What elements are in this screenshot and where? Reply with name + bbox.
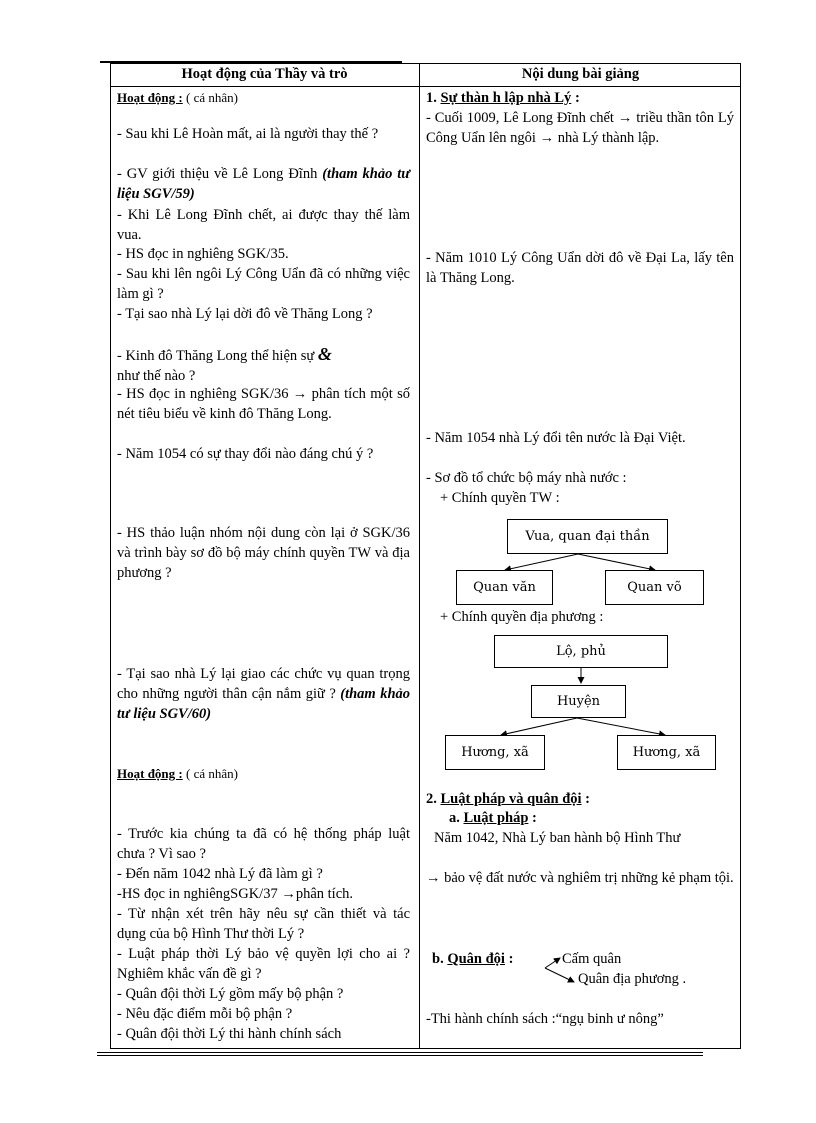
army-quan-dia-phuong: Quân địa phương . [578, 971, 687, 987]
paragraph-3: - Năm 1054 nhà Lý đổi tên nước là Đại Việt. [426, 430, 686, 446]
box-quan-van: Quan văn [456, 570, 553, 605]
header-right: Nội dung bài giảng [521, 66, 640, 82]
question-18: - Nêu đặc điểm mỗi bộ phận ? [117, 1006, 293, 1022]
box-huong-xa-2: Hương, xã [617, 735, 716, 770]
box-lo-phu: Lộ, phủ [494, 635, 668, 668]
question-11: - Tại sao nhà Lý lại giao các chức vụ quan trọng cho những người thân cận nắm giữ ? (tham khảo tư liệu SGV/60) [117, 666, 411, 722]
question-13: - Đến năm 1042 nhà Lý đã làm gì ? [117, 866, 323, 882]
paragraph-1: - Cuối 1009, Lê Long Đĩnh chết → triều thần tôn Lý Công Uẩn lên ngôi → nhà Lý thành lập. [426, 110, 734, 146]
question-19: - Quân đội thời Lý thi hành chính sách [117, 1026, 342, 1042]
question-1: - Sau khi Lê Hoàn mất, ai là người thay thế ? [117, 126, 379, 142]
box-huyen: Huyện [531, 685, 626, 718]
paragraph-5: + Chính quyền TW : [440, 490, 560, 506]
paragraph-8: → bảo vệ đất nước và nghiêm trị những kẻ phạm tội. [426, 870, 734, 886]
paragraph-6: + Chính quyền địa phương : [440, 609, 604, 625]
section-2a-title: a. Luật pháp : [449, 810, 537, 826]
activity-1: Hoạt động : ( cá nhân) [117, 90, 238, 105]
paragraph-9: -Thi hành chính sách :“ngụ binh ư nông” [426, 1011, 664, 1027]
question-4: - HS đọc in nghiêng SGK/35. [117, 246, 289, 262]
question-8: - HS đọc in nghiêng SGK/36 → phân tích một số nét tiêu biểu về kinh đô Thăng Long. [117, 386, 410, 422]
army-cam-quan: Cấm quân [562, 951, 622, 967]
question-17: - Quân đội thời Lý gồm mấy bộ phận ? [117, 986, 344, 1002]
box-huong-xa-1: Hương, xã [445, 735, 545, 770]
paragraph-7: Năm 1042, Nhà Lý ban hành bộ Hình Thư [434, 830, 681, 846]
paragraph-4: - Sơ đồ tổ chức bộ máy nhà nước : [426, 470, 627, 486]
section-2-title: 2. Luật pháp và quân đội : [426, 791, 591, 807]
question-3: - Khi Lê Long Đĩnh chết, ai được thay thế làm vua. [117, 207, 410, 243]
question-6: - Tại sao nhà Lý lại dời đô về Thăng Long ? [117, 306, 373, 322]
question-2: - GV giới thiệu về Lê Long Đĩnh (tham khảo tư liệu SGV/59) [117, 166, 410, 202]
question-15: - Từ nhận xét trên hãy nêu sự cần thiết và tác dụng của bộ Hình Thư thời Lý ? [117, 906, 410, 942]
question-5: - Sau khi lên ngôi Lý Công Uẩn đã có những việc làm gì ? [117, 266, 410, 302]
question-14: -HS đọc in nghiêngSGK/37 →phân tích. [117, 886, 354, 902]
question-10: - HS thảo luận nhóm nội dung còn lại ở SGK/36 và trình bày sơ đồ bộ máy chính quyền TW và địa phương ? [117, 525, 410, 581]
question-12: - Trước kia chúng ta đã có hệ thống pháp luật chưa ? Vì sao ? [117, 826, 410, 862]
box-vua-quan-dai-than: Vua, quan đại thần [507, 519, 668, 554]
question-7: - Kinh đô Thăng Long thể hiện sự & như thế nào ? [117, 344, 332, 384]
activity-2: Hoạt động : ( cá nhân) [117, 766, 238, 781]
section-2b-title: b. Quân đội : [432, 951, 514, 967]
box-quan-vo: Quan võ [605, 570, 704, 605]
paragraph-2: - Năm 1010 Lý Công Uẩn dời đô về Đại La, lấy tên là Thăng Long. [426, 250, 734, 286]
question-9: - Năm 1054 có sự thay đổi nào đáng chú ý ? [117, 446, 374, 462]
question-16: - Luật pháp thời Lý bảo vệ quyền lợi cho ai ? Nghiêm khắc vấn đề gì ? [117, 946, 410, 982]
section-1-title: 1. Sự thàn h lập nhà Lý : [426, 90, 580, 106]
header-left: Hoạt động của Thầy và trò [181, 66, 348, 82]
